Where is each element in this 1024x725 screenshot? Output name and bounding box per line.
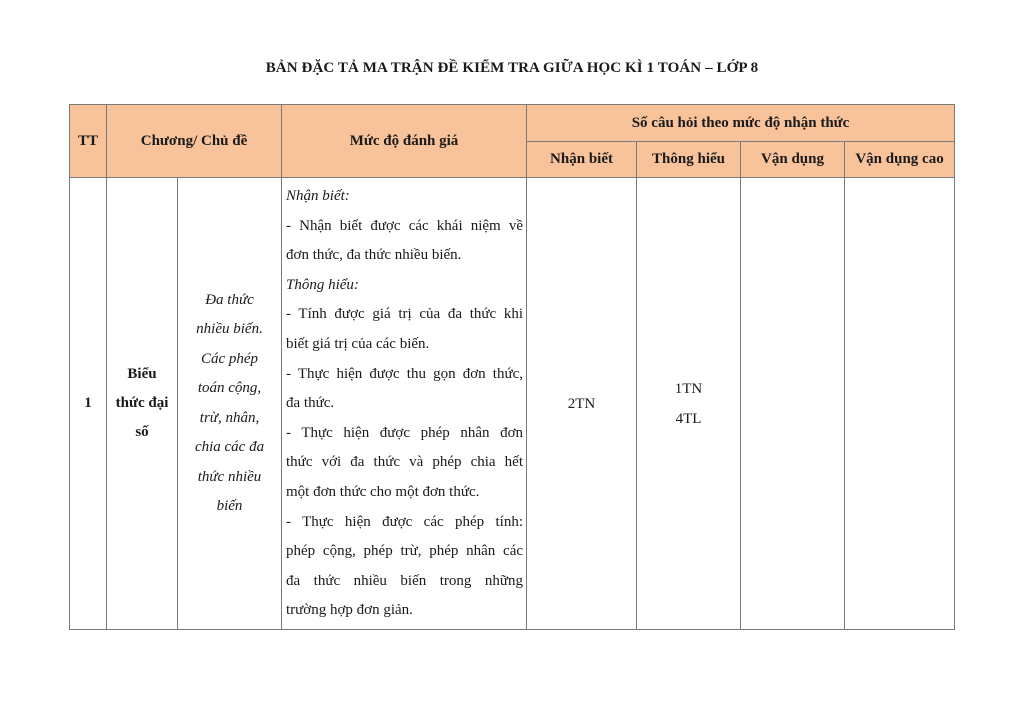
chuong-line: Biểu [127,366,157,382]
header-van-dung-cao: Vận dụng cao [845,142,955,178]
assessment-line: đơn thức, đa thức nhiều biến. [286,247,462,264]
document-title: BẢN ĐẶC TẢ MA TRẬN ĐỀ KIỂM TRA GIỮA HỌC KÌ 1 TOÁN – LỚP 8 [265,60,759,76]
row-chu-de [178,178,282,630]
assessment-line: trường hợp đơn giản. [286,602,413,619]
count-value: 2TN [567,395,596,412]
assessment-line: một đơn thức cho một đơn thức. [286,483,480,500]
header-tt: TT [70,105,107,178]
chu-de-line: biến [216,498,243,514]
row-chuong [107,178,178,630]
chu-de-line: Các phép [200,350,259,367]
row-tt: 1 [70,178,107,630]
assessment-line: - Nhận biết được các khái niệm về [286,217,524,234]
cognitive-level-label: Thông hiểu: [286,276,359,293]
row-nhan-biet [527,178,637,630]
assessment-line: - Thực hiện được thu gọn đơn thức, [286,365,524,382]
header-chuong-chu-de: Chương/ Chủ đề [107,105,282,178]
header-van-dung: Vận dụng [741,142,845,178]
table-row [70,178,955,630]
count-value: 4TL [675,410,702,427]
assessment-line: thức với đa thức và phép chia hết [286,454,524,471]
assessment-line: - Thực hiện được phép nhân đơn [286,424,524,441]
chu-de-line: toán cộng, [197,380,262,396]
row-van-dung [741,178,845,630]
count-value: 1TN [674,380,703,397]
table-header [70,105,955,178]
cognitive-level-label: Nhận biết: [286,188,350,204]
assessment-line: đa thức nhiều biến trong những [286,572,524,589]
chuong-line: thức đại [115,395,169,411]
assessment-line: - Thực hiện được các phép tính: [286,513,524,530]
assessment-line: phép cộng, phép trừ, phép nhân các [286,543,524,560]
assessment-line: đa thức. [286,395,335,412]
chu-de-line: chia các đa [194,439,265,455]
header-nhan-biet: Nhận biết [527,142,637,178]
assessment-line: biết giá trị của các biến. [286,335,430,352]
chu-de-line: trừ, nhân, [199,409,260,426]
chu-de-line: Đa thức [205,291,254,308]
row-muc-do-danh-gia [282,178,527,630]
chu-de-line: thức nhiều [197,468,262,485]
header-so-cau-hoi: Số câu hỏi theo mức độ nhận thức [527,105,955,142]
chuong-line: số [135,424,149,440]
row-thong-hieu [637,178,741,630]
specification-matrix-table [69,104,955,630]
header-muc-do-danh-gia: Mức độ đánh giá [282,105,527,178]
header-thong-hieu: Thông hiểu [637,142,741,178]
chu-de-line: nhiều biến. [196,321,263,337]
assessment-line: - Tính được giá trị của đa thức khi [286,306,524,323]
row-van-dung-cao [845,178,955,630]
